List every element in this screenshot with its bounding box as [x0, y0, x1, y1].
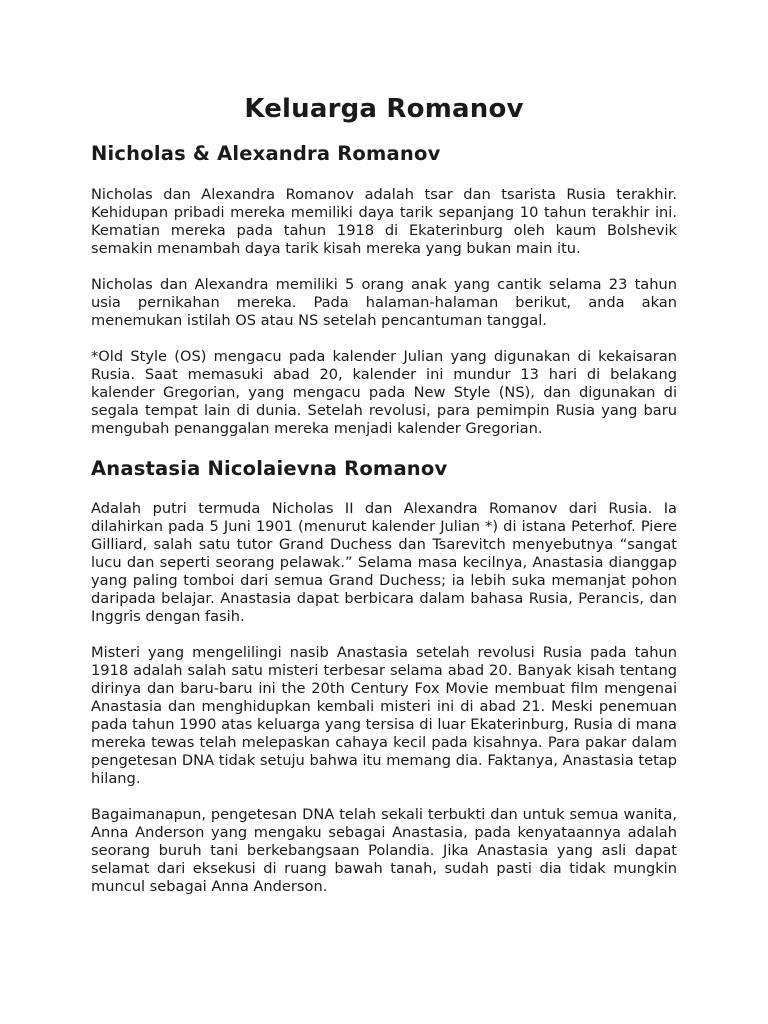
- paragraph: *Old Style (OS) mengacu pada kalender Julian yang digunakan di kekaisaran Rusia. Saat memasuki abad 20, kalender ini mundur 13 hari di belakang kalender Gregorian, yang mengacu pada New Style (NS), dan digunakan di segala tempat lain di dunia. Setelah revolusi, para pemimpin Rusia yang baru mengubah penanggalan mereka menjadi kalender Gregorian.: [91, 348, 677, 437]
- paragraph: Nicholas dan Alexandra memiliki 5 orang anak yang cantik selama 23 tahun usia pernikahan mereka. Pada halaman-halaman berikut, anda akan menemukan istilah OS atau NS setelah pencantuman tanggal.: [91, 276, 677, 329]
- section-heading-anastasia: Anastasia Nicolaievna Romanov: [91, 457, 448, 480]
- paragraph: Misteri yang mengelilingi nasib Anastasia setelah revolusi Rusia pada tahun 1918 adalah salah satu misteri terbesar selama abad 20. Banyak kisah tentang dirinya dan baru-baru ini the 20th Century Fox Movie membuat film mengenai Anastasia dan menghidupkan kembali misteri ini di abad 21. Meski penemuan pada tahun 1990 atas keluarga yang tersisa di luar Ekaterinburg, Rusia di mana mereka tewas telah melepaskan cahaya kecil pada kisahnya. Para pakar dalam pengetesan DNA tidak setuju bahwa itu memang dia. Faktanya, Anastasia tetap hilang.: [91, 644, 677, 787]
- paragraph: Adalah putri termuda Nicholas II dan Alexandra Romanov dari Rusia. Ia dilahirkan pada 5 Juni 1901 (menurut kalender Julian *) di istana Peterhof. Piere Gilliard, salah satu tutor Grand Duchess dan Tsarevitch menyebutnya “sangat lucu dan seperti seorang pelawak.” Selama masa kecilnya, Anastasia dianggap yang paling tomboi dari semua Grand Duchess; ia lebih suka memanjat pohon daripada belajar. Anastasia dapat berbicara dalam bahasa Rusia, Perancis, dan Inggris dengan fasih.: [91, 500, 677, 625]
- document-title: Keluarga Romanov: [244, 94, 524, 124]
- section-heading-nicholas-alexandra: Nicholas & Alexandra Romanov: [91, 142, 441, 165]
- paragraph: Nicholas dan Alexandra Romanov adalah tsar dan tsarista Rusia terakhir. Kehidupan pribadi mereka memiliki daya tarik sepanjang 10 tahun terakhir ini. Kematian mereka pada tahun 1918 di Ekaterinburg oleh kaum Bolshevik semakin menambah daya tarik kisah mereka yang bukan main itu.: [91, 186, 677, 257]
- paragraph: Bagaimanapun, pengetesan DNA telah sekali terbukti dan untuk semua wanita, Anna Anderson yang mengaku sebagai Anastasia, pada kenyataannya adalah seorang buruh tani berkebangsaan Polandia. Jika Anastasia yang asli dapat selamat dari eksekusi di ruang bawah tanah, sudah pasti dia tidak mungkin muncul sebagai Anna Anderson.: [91, 806, 677, 895]
